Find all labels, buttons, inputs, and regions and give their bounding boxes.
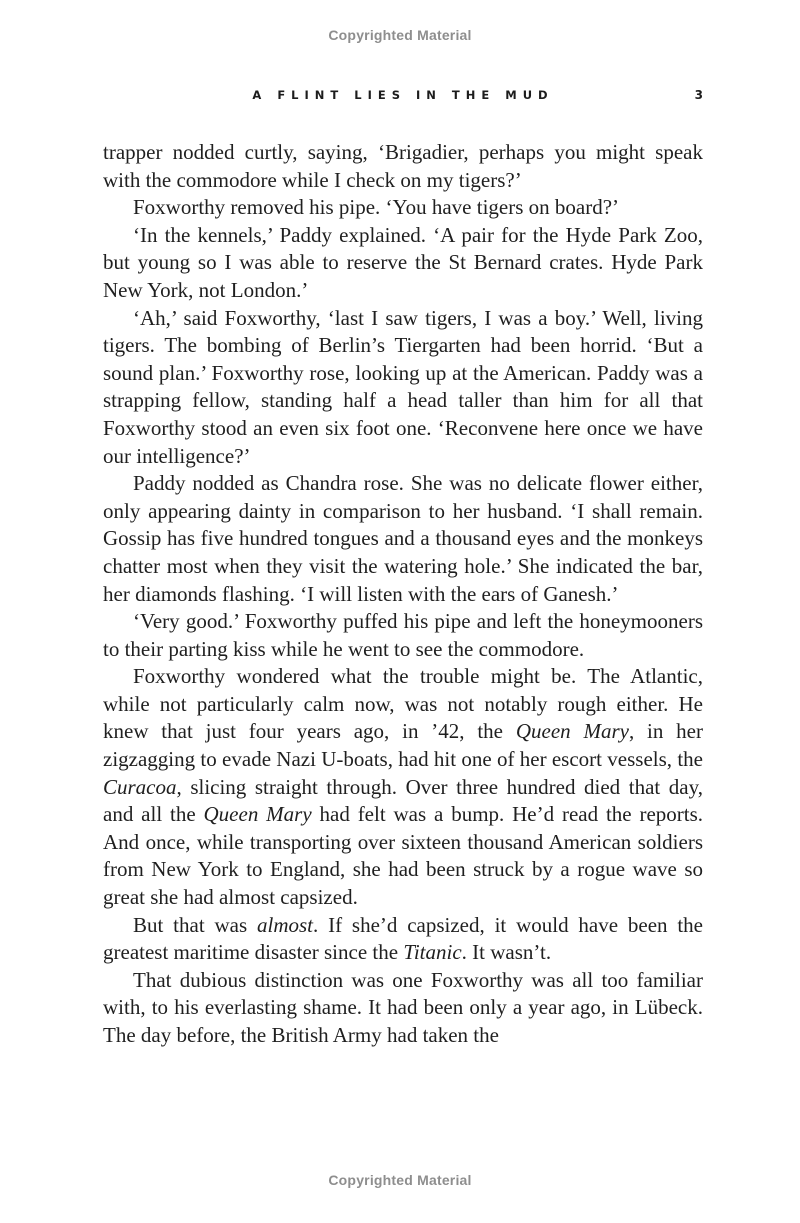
- copyright-notice-bottom: Copyrighted Material: [328, 1172, 472, 1188]
- text-run: , slicing straight through. Over three hundred died that day, and all the: [103, 774, 703, 827]
- italic-text: Queen Mary: [203, 802, 312, 827]
- paragraph: [103, 663, 703, 911]
- text-run: Foxworthy wondered what the trouble might be. The Atlantic, while not particularly calm now, was not notably rough either. He knew that just four years ago, in ’42, the: [103, 664, 703, 744]
- text-run: Foxworthy removed his pipe. ‘You have tigers on board?’: [133, 195, 620, 220]
- italic-text: almost: [256, 912, 313, 937]
- text-run: . If she’d capsized, it would have been the greatest maritime disaster since the: [103, 912, 703, 965]
- copyright-notice-top: Copyrighted Material: [328, 27, 472, 43]
- paragraph: [103, 470, 703, 608]
- text-run: But that was: [133, 912, 257, 937]
- paragraph: [103, 305, 703, 471]
- paragraph: [103, 608, 703, 663]
- running-header: [103, 88, 703, 106]
- paragraph: [103, 139, 703, 194]
- paragraph: [103, 194, 703, 222]
- text-run: ‘Very good.’ Foxworthy puffed his pipe and left the honeymooners to their parting kiss while he went to see the commodore.: [103, 609, 703, 661]
- paragraph: [103, 967, 703, 1050]
- text-run: That dubious distinction was one Foxworthy was all too familiar with, to his everlasting shame. It had been only a year ago, in Lübeck. The day before, the British Army had taken the: [103, 967, 703, 1047]
- italic-text: Curacoa: [103, 774, 177, 799]
- text-run: . It wasn’t.: [461, 940, 552, 965]
- paragraph: [103, 912, 703, 967]
- page-number: 3: [694, 88, 703, 102]
- body-text: [103, 139, 703, 1050]
- text-run: had felt was a bump. He’d read the reports. And once, while transporting over sixteen thousand American soldiers from New York to England, she had been struck by a rogue wave so great she had almost capsized.: [103, 802, 704, 910]
- text-run: ‘In the kennels,’ Paddy explained. ‘A pair for the Hyde Park Zoo, but young so I was able to reserve the St Bernard crates. Hyde Park New York, not London.’: [103, 222, 703, 302]
- chapter-title: A FLINT LIES IN THE MUD: [252, 88, 554, 102]
- text-run: trapper nodded curtly, saying, ‘Brigadier, perhaps you might speak with the commodore while I check on my tigers?’: [103, 140, 703, 192]
- text-run: , in her zigzagging to evade Nazi U-boats, had hit one of her escort vessels, the: [103, 719, 703, 772]
- paragraph: [103, 222, 703, 305]
- text-run: Paddy nodded as Chandra rose. She was no delicate flower either, only appearing dainty in comparison to her husband. ‘I shall remain. Gossip has five hundred tongues and a thousand eyes and the monkeys chatter most when they visit the watering hole.’ She indicated the bar, her diamonds flashing. ‘I will listen with the ears of Ganesh.’: [103, 471, 703, 606]
- text-run: ‘Ah,’ said Foxworthy, ‘last I saw tigers, I was a boy.’ Well, living tigers. The bombing of Berlin’s Tiergarten had been horrid. ‘But a sound plan.’ Foxworthy rose, looking up at the American. Paddy was a strapping fellow, standing half a head taller than him for all that Foxworthy stood an even six foot one. ‘Reconvene here once we have our intelligence?’: [103, 305, 703, 468]
- italic-text: Titanic: [403, 940, 462, 965]
- italic-text: Queen Mary: [515, 719, 629, 744]
